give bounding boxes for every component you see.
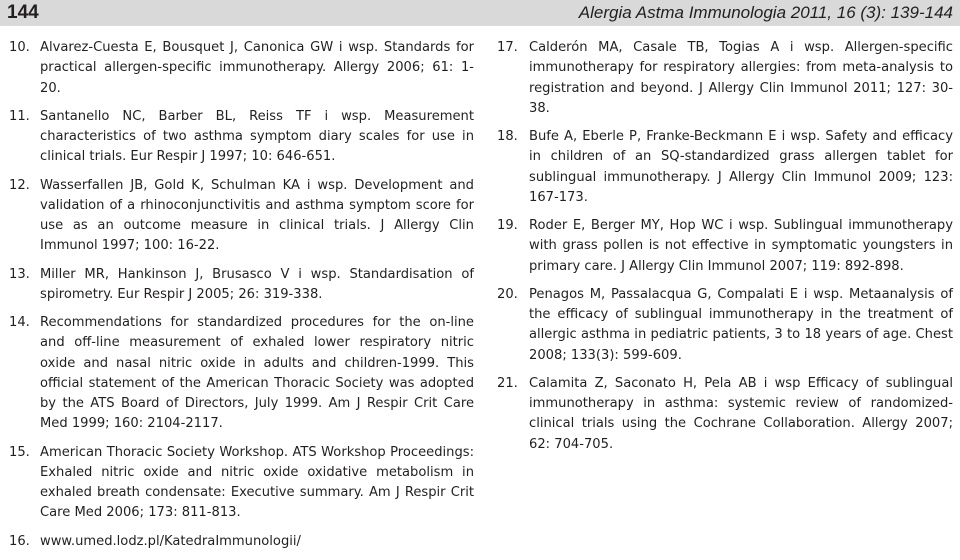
reference-text: American Thoracic Society Workshop. ATS Workshop Proceedings: Exhaled nitric oxide and nitric oxide oxidative metabolism in exhaled breath condensate: Executive summary. Am J Respir Crit Care Med 2006; 173: 811-813. [40,444,474,521]
references-column-right [497,38,953,463]
reference-item [9,107,474,168]
reference-item [497,38,953,119]
reference-item [9,532,474,552]
reference-number: 17. [497,40,518,55]
page-number: 144 [7,2,39,23]
reference-item [497,216,953,277]
reference-number: 15. [9,444,30,460]
reference-number: 13. [9,266,30,282]
page-header [0,0,960,26]
references-column-left [9,38,474,560]
reference-item [9,38,474,99]
reference-item [9,313,474,435]
reference-item [9,265,474,306]
reference-item [497,127,953,208]
reference-text: Alvarez-Cuesta E, Bousquet J, Canonica GW i wsp. Standards for practical allergen-specific immunotherapy. Allergy 2006; 61: 1-20. [40,40,474,96]
reference-item [497,374,953,455]
reference-number: 16. [9,533,30,549]
reference-text: Calamita Z, Saconato H, Pela AB i wsp Efficacy of sublingual immunotherapy in asthma: systemic review of randomized-clinical trials using the Cochrane Collaboration. Allergy 2007; 62: 704-705. [529,375,953,452]
reference-number: 19. [497,218,518,233]
reference-text: Roder E, Berger MY, Hop WC i wsp. Sublingual immunotherapy with grass pollen is not effective in symptomatic youngsters in primary care. J Allergy Clin Immunol 2007; 119: 892-898. [529,218,953,274]
reference-item [497,285,953,366]
reference-text: Santanello NC, Barber BL, Reiss TF i wsp. Measurement characteristics of two asthma symptom diary scales for use in clinical trials. Eur Respir J 1997; 10: 646-651. [40,108,474,165]
reference-item [9,176,474,257]
reference-number: 12. [9,177,30,193]
reference-link[interactable]: www.umed.lodz.pl/KatedraImmunologii/ [40,533,301,549]
journal-citation: Alergia Astma Immunologia 2011, 16 (3): 139-144 [578,3,953,22]
reference-text: Recommendations for standardized procedures for the on-line and off-line measurement of exhaled lower respiratory nitric oxide and nasal nitric oxide in adults and children-1999. This official statement of the American Thoracic Society was adopted by the ATS Board of Directors, July 1999. Am J Respir Crit Care Med 1999; 160: 2104-2117. [40,315,474,432]
reference-text: Penagos M, Passalacqua G, Compalati E i wsp. Metaanalysis of the efficacy of sublingual immunotherapy in the treatment of allergic asthma in pediatric patients, 3 to 18 years of age. Chest 2008; 133(3): 599-609. [529,286,953,363]
reference-text: Wasserfallen JB, Gold K, Schulman KA i wsp. Development and validation of a rhinoconjunctivitis and asthma symptom score for use as an outcome measure in clinical trials. J Allergy Clin Immunol 1997; 100: 16-22. [40,177,474,254]
reference-number: 18. [497,129,518,144]
reference-number: 11. [9,108,30,124]
reference-number: 10. [9,40,30,55]
reference-number: 21. [497,375,518,391]
reference-text: Miller MR, Hankinson J, Brusasco V i wsp. Standardisation of spirometry. Eur Respir J 2005; 26: 319-338. [40,266,474,302]
reference-number: 20. [497,286,518,302]
reference-text: Calderón MA, Casale TB, Togias A i wsp. Allergen-specific immunotherapy for respiratory allergies: from meta-analysis to registration and beyond. J Allergy Clin Immunol 2011; 127: 30-38. [529,40,953,116]
reference-number: 14. [9,315,30,330]
reference-item [9,443,474,524]
reference-text: Bufe A, Eberle P, Franke-Beckmann E i wsp. Safety and efficacy in children of an SQ-standardized grass allergen tablet for sublingual immunotherapy. J Allergy Clin Immunol 2009; 123: 167-173. [529,129,953,205]
